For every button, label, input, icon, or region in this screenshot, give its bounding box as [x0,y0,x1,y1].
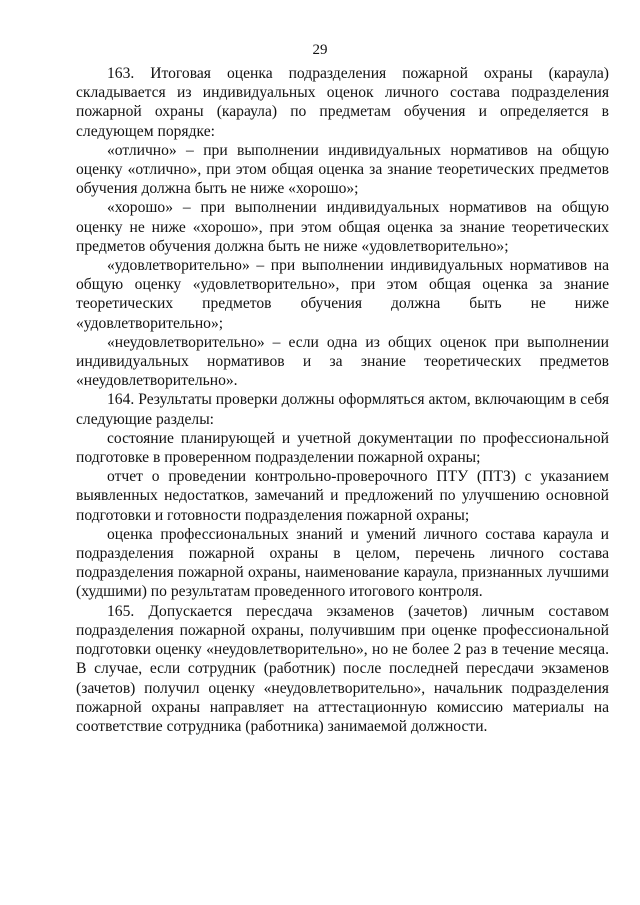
page-number: 29 [312,42,328,58]
document-body [76,64,609,736]
paragraph-grade-excellent: «отлично» – при выполнении индивидуальных нормативов на общую оценку «отлично», при этом общая оценка за знание теоретических предметов обучения должна быть не ниже «хорошо»; [76,141,609,198]
paragraph-164: 164. Результаты проверки должны оформляться актом, включающим в себя следующие разделы: [76,391,609,428]
paragraph-grade-good: «хорошо» – при выполнении индивидуальных нормативов на общую оценку не ниже «хорошо», при этом общая оценка за знание теоретических предметов обучения должна быть не ниже «удовлетворительно»; [76,199,609,255]
paragraph-163: 163. Итоговая оценка подразделения пожарной охраны (караула) складывается из индивидуальных оценок личного состава подразделения пожарной охраны (караула) по предметам обучения и определяется в следующем порядке: [76,65,609,140]
paragraph-section-documentation: состояние планирующей и учетной документации по профессиональной подготовке в проверенном подразделении пожарной охраны; [76,429,609,467]
paragraph-section-assessment: оценка профессиональных знаний и умений личного состава караула и подразделения пожарной охраны в целом, перечень личного состава подразделения пожарной охраны, наименование караула, признанных лучшими (худшими) по результатам проведенного итогового контроля. [76,525,609,601]
paragraph-grade-satisfactory: «удовлетворительно» – при выполнении индивидуальных нормативов на общую оценку «удовлетворительно», при этом общая оценка за знание теоретических предметов обучения должна быть не ниже «удовлетворительно»; [76,257,609,332]
paragraph-section-report: отчет о проведении контрольно-проверочного ПТУ (ПТЗ) с указанием выявленных недостатков, замечаний и предложений по улучшению основной подготовки и готовности подразделения пожарной охраны; [76,468,609,524]
paragraph-165: 165. Допускается пересдача экзаменов (зачетов) личным составом подразделения пожарной охраны, получившим при оценке профессиональной подготовки оценку «неудовлетворительно», но не более 2 раз в течение месяца. В случае, если сотрудник (работник) после последней пересдачи экзаменов (зачетов) получил оценку «неудовлетворительно», начальник подразделения пожарной охраны направляет на аттестационную комиссию материалы на соответствие сотрудника (работника) занимаемой должности. [76,602,609,735]
paragraph-grade-unsatisfactory: «неудовлетворительно» – если одна из общих оценок при выполнении индивидуальных нормативов и за знание теоретических предметов «неудовлетворительно». [76,333,609,390]
